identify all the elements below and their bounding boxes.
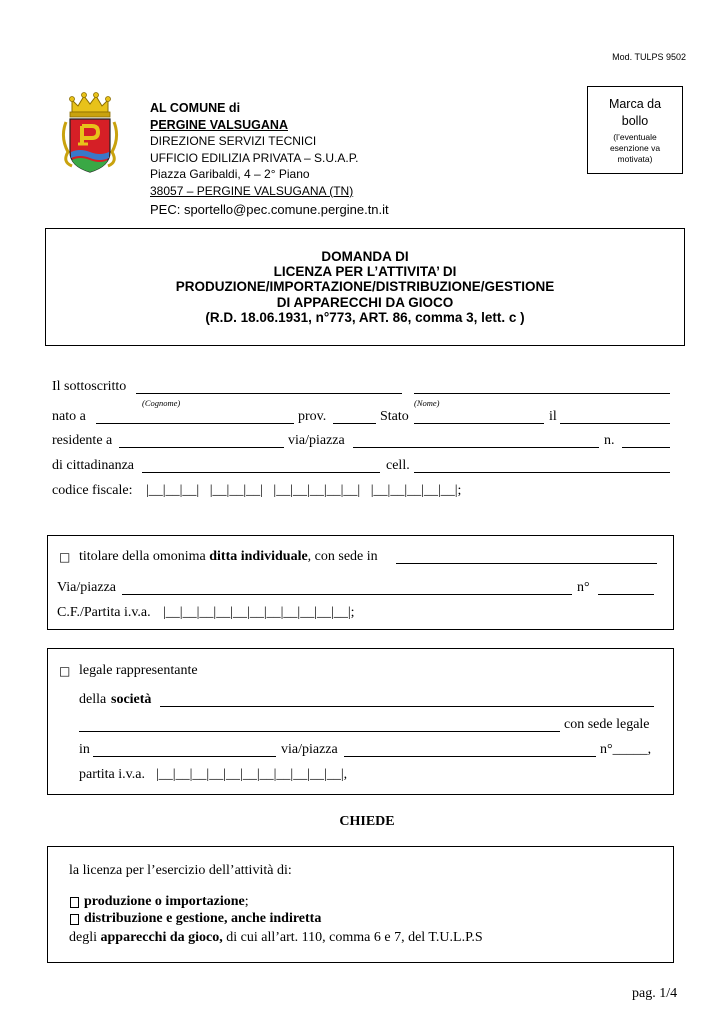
option-distribuzione-label: distribuzione e gestione, anche indiretta xyxy=(84,911,322,926)
chiede-final-line xyxy=(69,930,483,946)
residente-label: residente a xyxy=(52,433,113,448)
ditta-via-label: Via/piazza xyxy=(57,580,117,595)
legale-checkbox[interactable]: □ xyxy=(59,664,71,678)
cf-boxes[interactable]: |__|__|__| |__|__|__| |__|__|__|__|__| |__|__|__|__|__|; xyxy=(146,483,462,498)
stamp-title-1: Marca da xyxy=(608,97,662,111)
stato-label: Stato xyxy=(380,409,409,424)
societa-name-field[interactable] xyxy=(160,706,654,707)
nome-hint: (Nome) xyxy=(414,398,440,408)
chiede-intro: la licenza per l’esercizio dell’attività di: xyxy=(69,863,292,878)
nato-label: nato a xyxy=(52,409,86,424)
office-unit: UFFICIO EDILIZIA PRIVATA – S.U.A.P. xyxy=(150,150,359,165)
final-pre: degli xyxy=(69,930,97,945)
final-post: di cui all’art. 110, comma 6 e 7, del T.U.L.P.S xyxy=(226,930,483,945)
legale-via-label: via/piazza xyxy=(281,742,338,757)
option-distribuzione-checkbox[interactable] xyxy=(70,914,79,925)
ditta-text xyxy=(79,549,378,565)
legale-title: legale rappresentante xyxy=(79,663,198,678)
office-address: Piazza Garibaldi, 4 – 2° Piano xyxy=(150,167,310,181)
stamp-note-3: motivata) xyxy=(617,154,653,164)
title-line-2: LICENZA PER L’ATTIVITA’ DI xyxy=(273,264,457,280)
ditta-street-field[interactable] xyxy=(122,594,572,595)
street-field[interactable] xyxy=(353,447,599,448)
nome-field[interactable] xyxy=(414,393,670,394)
ditta-number-field[interactable] xyxy=(598,594,654,595)
cognome-field[interactable] xyxy=(136,393,402,394)
document-title-box xyxy=(45,228,685,346)
legale-city-field[interactable] xyxy=(93,756,276,757)
prov-label: prov. xyxy=(298,409,327,424)
ditta-text-pre: titolare della omonima xyxy=(79,549,206,564)
ditta-text-bold: ditta individuale xyxy=(209,549,308,564)
stamp-title-2: bollo xyxy=(621,114,649,128)
comune-name: PERGINE VALSUGANA xyxy=(150,117,288,132)
sede-legale-label: con sede legale xyxy=(564,717,650,732)
option-produzione-checkbox[interactable] xyxy=(70,897,79,908)
model-code: Mod. TULPS 9502 xyxy=(612,52,686,62)
birthdate-field[interactable] xyxy=(560,423,670,424)
title-line-4: DI APPARECCHI DA GIOCO xyxy=(276,294,454,310)
option-produzione-end: ; xyxy=(244,894,249,909)
sottoscritto-label: Il sottoscritto xyxy=(52,379,127,394)
comune-pergine-crest-icon xyxy=(58,92,122,174)
page-number: pag. 1/4 xyxy=(632,986,678,1001)
pec-address: PEC: sportello@pec.comune.pergine.tn.it xyxy=(150,202,389,217)
stamp-box xyxy=(587,86,683,174)
option-produzione-text: produzione o importazione xyxy=(84,894,245,909)
cognome-hint: (Cognome) xyxy=(142,398,181,408)
chiede-heading: CHIEDE xyxy=(339,814,395,829)
residence-field[interactable] xyxy=(119,447,284,448)
ditta-number-label: n° xyxy=(577,580,590,595)
stamp-note-1: (l’eventuale xyxy=(613,132,657,142)
ditta-cf-label: C.F./Partita i.v.a. xyxy=(57,605,151,620)
cittadinanza-label: di cittadinanza xyxy=(52,458,135,473)
province-field[interactable] xyxy=(333,423,376,424)
via-label: via/piazza xyxy=(288,433,345,448)
legale-in-label: in xyxy=(79,742,90,757)
piva-boxes[interactable]: |__|__|__|__|__|__|__|__|__|__|__|, xyxy=(156,767,348,782)
recipient-address xyxy=(150,100,389,219)
stamp-note-2: esenzione va xyxy=(609,143,661,153)
ditta-sede-field[interactable] xyxy=(396,563,657,564)
house-number-field[interactable] xyxy=(622,447,670,448)
state-field[interactable] xyxy=(414,423,544,424)
title-line-3: PRODUZIONE/IMPORTAZIONE/DISTRIBUZIONE/GESTIONE xyxy=(175,279,555,295)
birthplace-field[interactable] xyxy=(96,423,294,424)
cf-label: codice fiscale: xyxy=(52,483,133,498)
della-label: della xyxy=(79,692,107,707)
comune-label: AL COMUNE di xyxy=(150,101,241,115)
societa-name-field-2[interactable] xyxy=(79,731,560,732)
legale-street-field[interactable] xyxy=(344,756,596,757)
office-city: 38057 – PERGINE VALSUGANA (TN) xyxy=(150,183,354,198)
piva-label: partita i.v.a. xyxy=(79,767,145,782)
legale-number-label: n°_____, xyxy=(600,742,652,757)
citizenship-field[interactable] xyxy=(142,472,380,473)
ditta-checkbox[interactable]: □ xyxy=(59,550,71,564)
option-produzione-label xyxy=(84,894,249,910)
phone-field[interactable] xyxy=(414,472,670,473)
final-bold: apparecchi da gioco, xyxy=(100,930,223,945)
cell-label: cell. xyxy=(386,458,410,473)
title-line-1: DOMANDA DI xyxy=(321,249,409,264)
title-line-5: (R.D. 18.06.1931, n°773, ART. 86, comma 3, lett. c ) xyxy=(205,309,525,325)
office-direction: DIREZIONE SERVIZI TECNICI xyxy=(150,134,317,148)
ditta-cf-boxes[interactable]: |__|__|__|__|__|__|__|__|__|__|__|; xyxy=(163,605,355,620)
societa-label: società xyxy=(111,692,152,707)
number-label: n. xyxy=(604,433,615,448)
ditta-text-post: , con sede in xyxy=(307,549,378,564)
date-label: il xyxy=(549,409,557,424)
